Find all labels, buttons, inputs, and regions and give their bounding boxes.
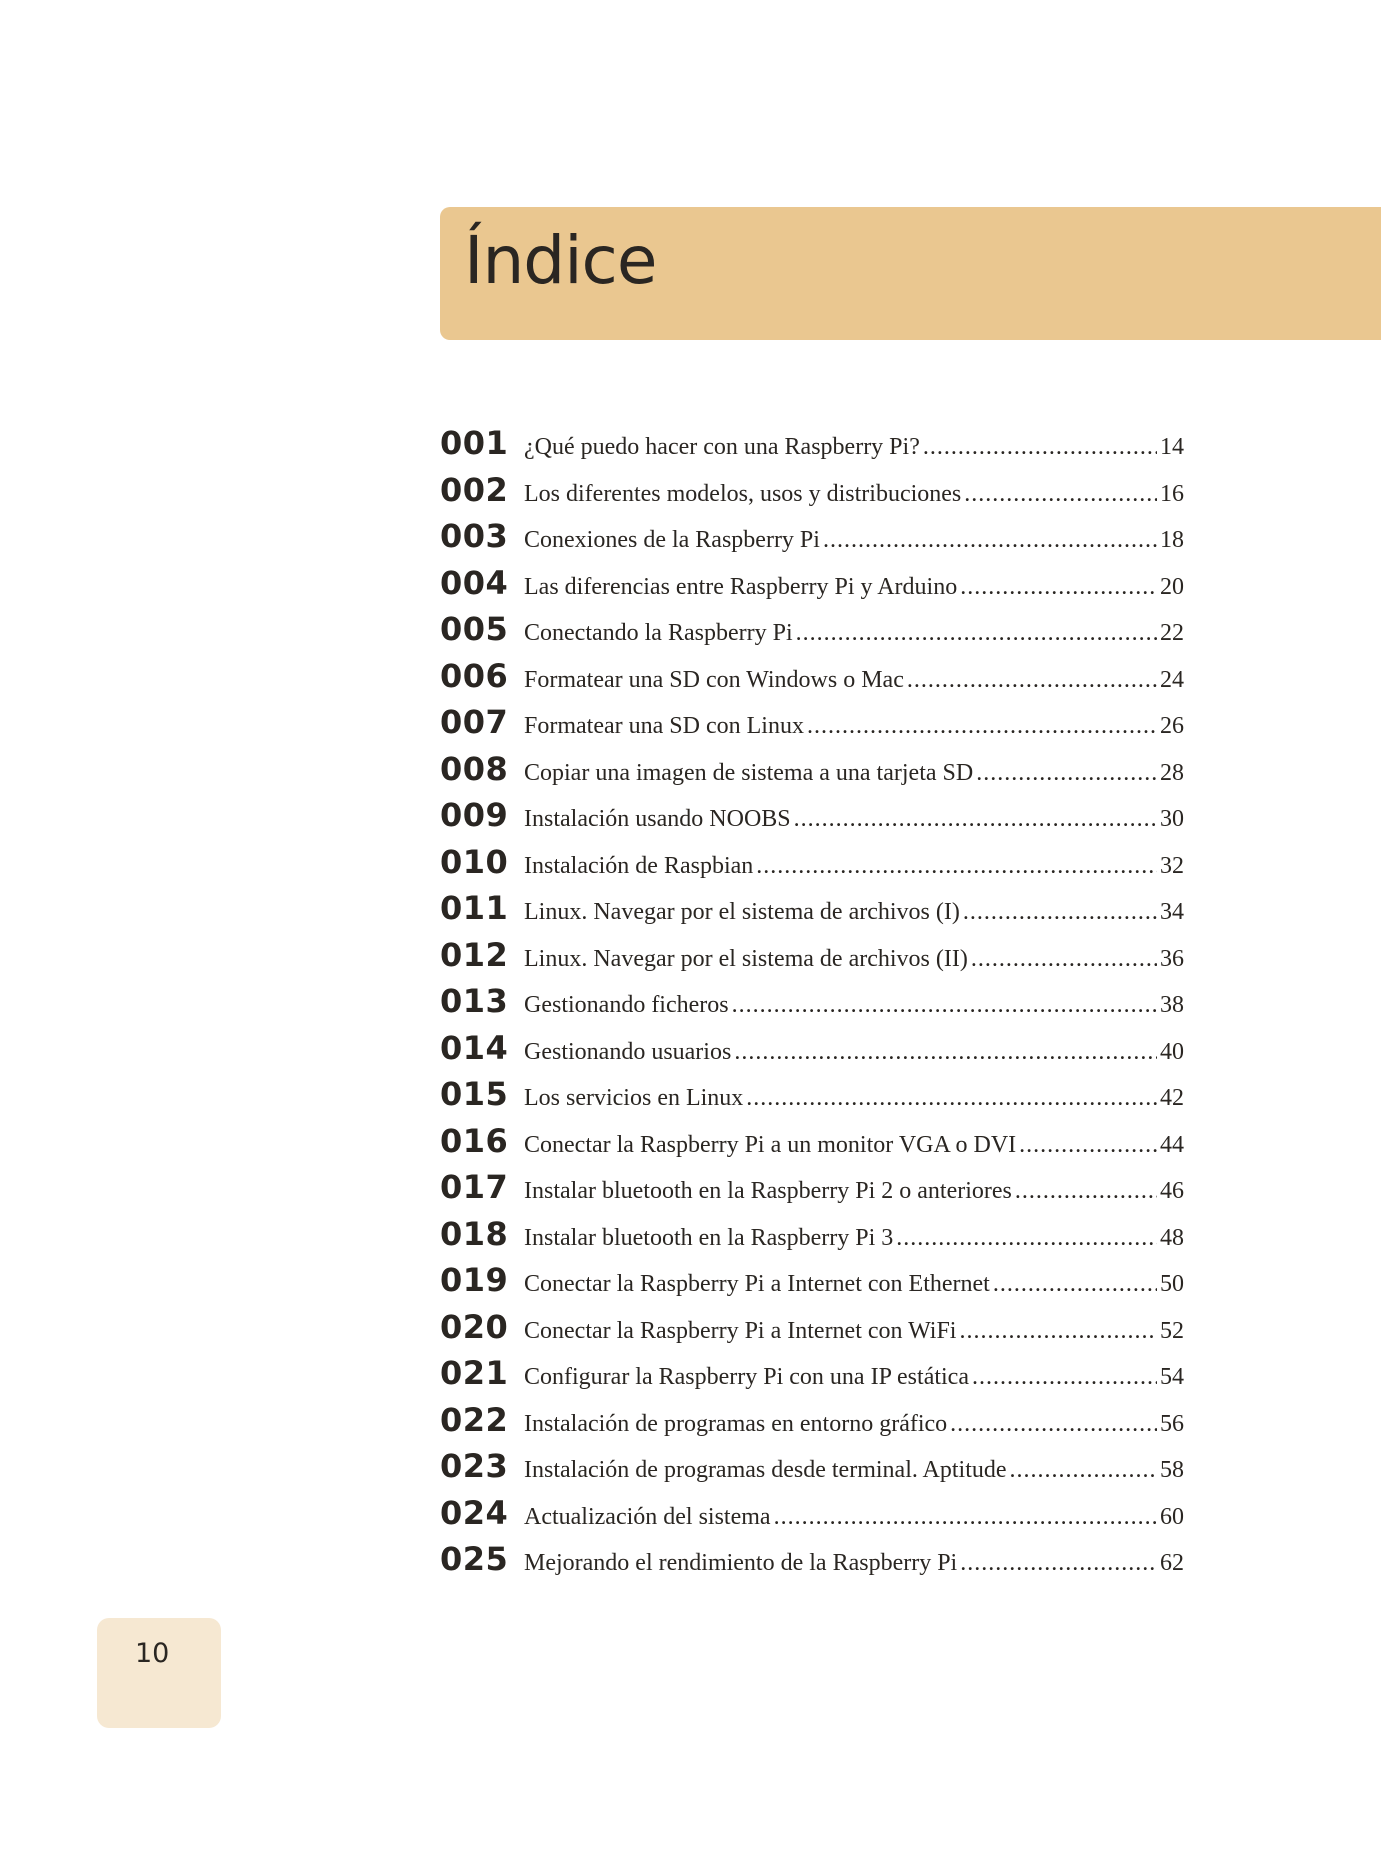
toc-entry-page: 54: [1160, 1364, 1184, 1390]
toc-entry[interactable]: [440, 1447, 1184, 1494]
toc-entry-number: 025: [440, 1540, 509, 1578]
toc-entry-title: Instalar bluetooth en la Raspberry Pi 2 o anteriores: [524, 1178, 1012, 1204]
toc-entry-title: Instalación de Raspbian: [524, 852, 754, 879]
toc-entry-number: 015: [440, 1075, 509, 1113]
toc-entry[interactable]: [440, 1168, 1184, 1215]
toc-entry-page: 18: [1160, 527, 1184, 553]
toc-entry-title: Conectar la Raspberry Pi a Internet con Ethernet: [524, 1271, 990, 1297]
toc-entry[interactable]: [440, 1215, 1184, 1262]
toc-entry-title: Conectando la Raspberry Pi: [524, 620, 793, 646]
toc-entry[interactable]: [440, 982, 1184, 1029]
toc-entry-number: 016: [440, 1121, 509, 1160]
toc-entry-number: 001: [440, 424, 509, 462]
toc-dot-leader: [964, 481, 1157, 508]
toc-entry-number: 020: [440, 1307, 509, 1346]
toc-entry-page: 14: [1160, 434, 1184, 460]
toc-entry[interactable]: [440, 796, 1184, 843]
toc-entry-number: 006: [440, 656, 509, 695]
page-number: 10: [135, 1638, 170, 1669]
toc-entry[interactable]: [440, 471, 1184, 518]
toc-entry-title: Mejorando el rendimiento de la Raspberry Pi: [524, 1550, 958, 1576]
toc-entry-page: 22: [1160, 620, 1184, 646]
toc-entry-page: 60: [1160, 1503, 1184, 1530]
toc-entry-number: 019: [440, 1261, 509, 1299]
page-number-badge: [97, 1618, 221, 1728]
table-of-contents: [440, 424, 1184, 1587]
toc-entry[interactable]: [440, 1494, 1184, 1541]
toc-dot-leader: [1019, 1132, 1157, 1159]
toc-entry[interactable]: [440, 610, 1184, 657]
toc-entry-title: Formatear una SD con Windows o Mac: [524, 666, 904, 693]
toc-entry-number: 010: [440, 842, 509, 881]
toc-entry[interactable]: [440, 1308, 1184, 1355]
toc-entry-title: Instalación de programas en entorno gráfico: [524, 1410, 948, 1437]
toc-dot-leader: [796, 620, 1157, 647]
toc-entry-number: 007: [440, 703, 509, 741]
toc-entry-page: 30: [1160, 806, 1184, 832]
toc-entry[interactable]: [440, 1075, 1184, 1122]
toc-entry-number: 024: [440, 1493, 509, 1532]
toc-entry[interactable]: [440, 1029, 1184, 1076]
toc-dot-leader: [746, 1085, 1157, 1112]
toc-entry-number: 002: [440, 470, 509, 509]
toc-entry-number: 022: [440, 1400, 509, 1439]
toc-dot-leader: [971, 946, 1157, 973]
toc-dot-leader: [963, 899, 1157, 926]
toc-dot-leader: [972, 1364, 1157, 1391]
toc-entry-title: ¿Qué puedo hacer con una Raspberry Pi?: [524, 434, 920, 460]
toc-entry[interactable]: [440, 1354, 1184, 1401]
toc-entry-number: 008: [440, 749, 509, 788]
toc-entry-title: Instalación usando NOOBS: [524, 806, 791, 832]
toc-entry[interactable]: [440, 517, 1184, 564]
toc-entry[interactable]: [440, 564, 1184, 611]
toc-entry[interactable]: [440, 703, 1184, 750]
toc-entry-page: 26: [1160, 713, 1184, 739]
toc-dot-leader: [960, 574, 1157, 601]
toc-entry-page: 20: [1160, 573, 1184, 600]
toc-entry-page: 34: [1160, 899, 1184, 925]
toc-entry-title: Actualización del sistema: [524, 1503, 771, 1530]
toc-entry-page: 32: [1160, 852, 1184, 879]
toc-entry-number: 003: [440, 517, 509, 555]
toc-entry[interactable]: [440, 424, 1184, 471]
toc-dot-leader: [907, 667, 1157, 694]
toc-entry-title: Los diferentes modelos, usos y distribuciones: [524, 480, 962, 507]
toc-dot-leader: [732, 992, 1157, 1019]
toc-entry-page: 48: [1160, 1224, 1184, 1251]
toc-entry[interactable]: [440, 657, 1184, 704]
toc-entry-title: Instalar bluetooth en la Raspberry Pi 3: [524, 1224, 894, 1251]
toc-entry-title: Copiar una imagen de sistema a una tarjeta SD: [524, 759, 974, 786]
toc-entry-page: 58: [1160, 1457, 1184, 1483]
toc-dot-leader: [1010, 1457, 1157, 1484]
toc-entry[interactable]: [440, 1401, 1184, 1448]
toc-entry-title: Linux. Navegar por el sistema de archivos (II): [524, 945, 968, 972]
toc-entry-number: 005: [440, 610, 509, 648]
page-title: Índice: [464, 221, 657, 299]
toc-entry[interactable]: [440, 1122, 1184, 1169]
toc-dot-leader: [959, 1318, 1157, 1345]
toc-entry-number: 023: [440, 1447, 509, 1485]
toc-entry-page: 50: [1160, 1271, 1184, 1297]
toc-entry-title: Conectar la Raspberry Pi a un monitor VGA o DVI: [524, 1131, 1017, 1158]
toc-entry-number: 004: [440, 563, 509, 602]
toc-entry-page: 52: [1160, 1317, 1184, 1344]
toc-dot-leader: [734, 1039, 1157, 1066]
toc-entry-number: 017: [440, 1168, 509, 1206]
toc-entry[interactable]: [440, 1261, 1184, 1308]
toc-entry-page: 44: [1160, 1131, 1184, 1158]
toc-dot-leader: [950, 1411, 1157, 1438]
toc-entry-page: 40: [1160, 1038, 1184, 1065]
toc-entry-page: 62: [1160, 1550, 1184, 1576]
toc-dot-leader: [993, 1271, 1157, 1298]
toc-entry-page: 42: [1160, 1085, 1184, 1111]
toc-dot-leader: [807, 713, 1157, 740]
toc-entry-title: Los servicios en Linux: [524, 1085, 744, 1111]
toc-dot-leader: [756, 853, 1157, 880]
toc-entry-title: Instalación de programas desde terminal. Aptitude: [524, 1457, 1007, 1483]
toc-entry-page: 38: [1160, 992, 1184, 1018]
toc-entry[interactable]: [440, 889, 1184, 936]
toc-entry-page: 24: [1160, 666, 1184, 693]
toc-dot-leader: [1015, 1178, 1157, 1205]
toc-entry-number: 014: [440, 1028, 509, 1067]
toc-dot-leader: [976, 760, 1157, 787]
toc-entry-number: 018: [440, 1214, 509, 1253]
toc-entry[interactable]: [440, 750, 1184, 797]
toc-dot-leader: [960, 1550, 1157, 1577]
title-band: [440, 207, 1381, 340]
toc-entry[interactable]: [440, 936, 1184, 983]
toc-entry-title: Gestionando ficheros: [524, 992, 729, 1018]
toc-entry-number: 021: [440, 1354, 509, 1392]
toc-dot-leader: [794, 806, 1157, 833]
toc-entry-number: 013: [440, 982, 509, 1020]
toc-entry-title: Las diferencias entre Raspberry Pi y Arduino: [524, 573, 958, 600]
toc-dot-leader: [823, 527, 1157, 554]
toc-entry[interactable]: [440, 1540, 1184, 1587]
toc-entry-title: Conectar la Raspberry Pi a Internet con WiFi: [524, 1317, 957, 1344]
toc-entry[interactable]: [440, 843, 1184, 890]
toc-entry-page: 46: [1160, 1178, 1184, 1204]
toc-entry-number: 012: [440, 935, 509, 974]
toc-dot-leader: [774, 1504, 1157, 1531]
toc-entry-page: 56: [1160, 1410, 1184, 1437]
toc-entry-title: Conexiones de la Raspberry Pi: [524, 527, 820, 553]
toc-dot-leader: [896, 1225, 1157, 1252]
toc-entry-title: Configurar la Raspberry Pi con una IP estática: [524, 1364, 969, 1390]
toc-entry-number: 011: [440, 889, 509, 927]
toc-entry-page: 16: [1160, 480, 1184, 507]
toc-entry-page: 36: [1160, 945, 1184, 972]
toc-dot-leader: [923, 434, 1157, 461]
toc-entry-number: 009: [440, 796, 509, 834]
toc-entry-page: 28: [1160, 759, 1184, 786]
toc-entry-title: Gestionando usuarios: [524, 1038, 732, 1065]
toc-entry-title: Formatear una SD con Linux: [524, 713, 804, 739]
toc-entry-title: Linux. Navegar por el sistema de archivos (I): [524, 899, 960, 925]
